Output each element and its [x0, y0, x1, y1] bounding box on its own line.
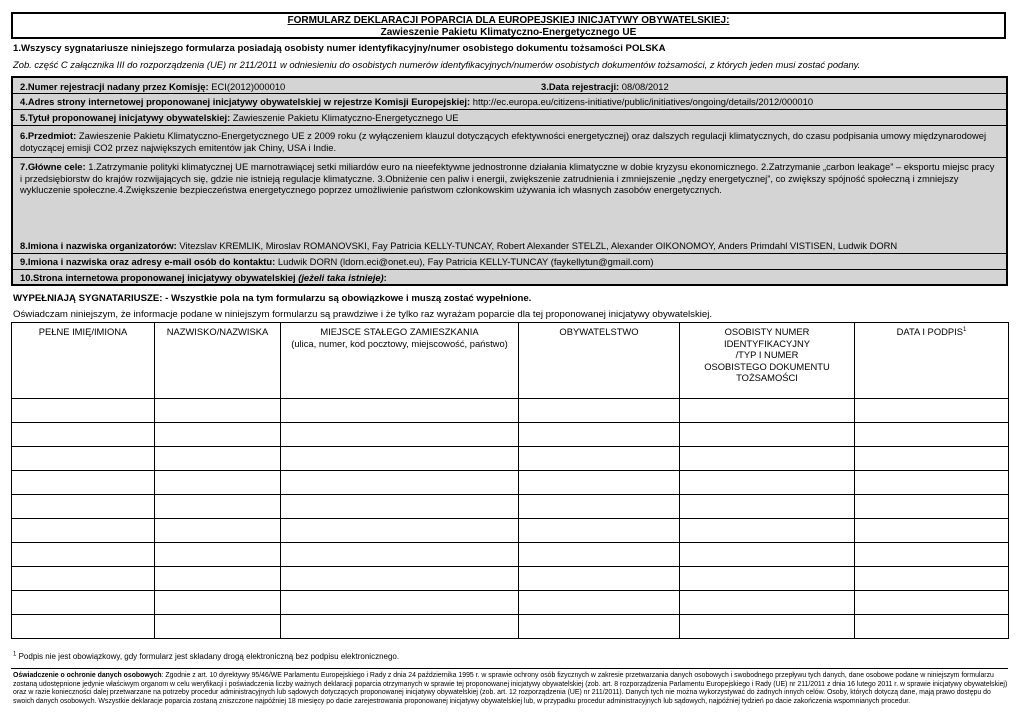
- divider: [13, 253, 1006, 254]
- initiative-title-field: 5.Tytuł proponowanej inicjatywy obywatelskiej: Zawieszenie Pakietu Klimatyczno-Energetycznego UE: [20, 112, 459, 123]
- form-subtitle: Zawieszenie Pakietu Klimatyczno-Energetycznego UE: [380, 27, 637, 38]
- initiative-details-box: [11, 76, 1008, 286]
- signature-cell-citizenship[interactable]: [519, 591, 680, 615]
- signature-cell-first-name[interactable]: [12, 423, 155, 447]
- signature-cell-date-signature[interactable]: [855, 567, 1009, 591]
- signature-cell-date-signature[interactable]: [855, 471, 1009, 495]
- table-row: [12, 567, 1009, 591]
- signatory-declaration: Oświadczam niniejszym, że informacje podane w niniejszym formularzu są prawdziwe i że tylko raz wyrażam poparcie dla tej proponowanej inicjatywy obywatelskiej.: [13, 309, 713, 320]
- signature-cell-id-number[interactable]: [680, 471, 855, 495]
- signature-cell-id-number[interactable]: [680, 567, 855, 591]
- signature-cell-address[interactable]: [281, 543, 519, 567]
- signature-cell-first-name[interactable]: [12, 495, 155, 519]
- id-note: Zob. część C załącznika III do rozporządzenia (UE) nr 211/2011 w odniesieniu do osobistych numerów identyfikacyjnych/numerów osobistych dokumentów tożsamości, z których jeden musi zostać podany.: [13, 59, 861, 70]
- signature-cell-id-number[interactable]: [680, 591, 855, 615]
- signature-cell-citizenship[interactable]: [519, 447, 680, 471]
- signature-cell-citizenship[interactable]: [519, 423, 680, 447]
- signature-cell-surname[interactable]: [155, 471, 281, 495]
- table-row: [12, 447, 1009, 471]
- table-header-row: [12, 323, 1009, 399]
- signature-cell-citizenship[interactable]: [519, 495, 680, 519]
- website-link[interactable]: http://ec.europa.eu/citizens-initiative/public/initiatives/ongoing/details/2012/000010: [472, 96, 814, 107]
- signature-cell-date-signature[interactable]: [855, 519, 1009, 543]
- signature-cell-first-name[interactable]: [12, 567, 155, 591]
- signature-cell-citizenship[interactable]: [519, 471, 680, 495]
- signature-cell-address[interactable]: [281, 423, 519, 447]
- signature-cell-first-name[interactable]: [12, 519, 155, 543]
- signature-cell-surname[interactable]: [155, 567, 281, 591]
- signature-cell-id-number[interactable]: [680, 399, 855, 423]
- column-header-citizenship: OBYWATELSTWO: [519, 323, 680, 399]
- signature-cell-address[interactable]: [281, 447, 519, 471]
- initiative-website-field: 10.Strona internetowa proponowanej inicjatywy obywatelskiej (jeżeli taka istnieje):: [20, 272, 387, 283]
- signature-cell-date-signature[interactable]: [855, 399, 1009, 423]
- contacts-field: 9.Imiona i nazwiska oraz adresy e-mail osób do kontaktu: Ludwik DORN (ldorn.eci@onet.eu), Fay Patricia KELLY-TUNCAY (faykellytun@gmail.com): [20, 256, 654, 267]
- signature-cell-citizenship[interactable]: [519, 543, 680, 567]
- signature-cell-surname[interactable]: [155, 399, 281, 423]
- signature-cell-surname[interactable]: [155, 591, 281, 615]
- signature-cell-address[interactable]: [281, 519, 519, 543]
- signature-cell-address[interactable]: [281, 495, 519, 519]
- nationality-statement: 1.Wszyscy sygnatariusze niniejszego formularza posiadają osobisty numer identyfikacyjny/numer osobistego dokumentu tożsamości POLSKA: [13, 43, 666, 54]
- table-row: [12, 471, 1009, 495]
- signatures-table: [11, 322, 1009, 639]
- signature-cell-id-number[interactable]: [680, 519, 855, 543]
- signature-cell-first-name[interactable]: [12, 591, 155, 615]
- signature-cell-id-number[interactable]: [680, 543, 855, 567]
- form-title: FORMULARZ DEKLARACJI POPARCIA DLA EUROPEJSKIEJ INICJATYWY OBYWATELSKIEJ:: [287, 15, 730, 26]
- signature-cell-surname[interactable]: [155, 519, 281, 543]
- signature-cell-surname[interactable]: [155, 615, 281, 639]
- signature-cell-surname[interactable]: [155, 447, 281, 471]
- column-header-id-number: OSOBISTY NUMER IDENTYFIKACYJNY /TYP I NUMER OSOBISTEGO DOKUMENTU TOŻSAMOŚCI: [680, 323, 855, 399]
- signature-cell-citizenship[interactable]: [519, 615, 680, 639]
- table-row: [12, 591, 1009, 615]
- table-row: [12, 495, 1009, 519]
- column-header-surname: NAZWISKO/NAZWISKA: [155, 323, 281, 399]
- signatures-table-body: [12, 399, 1009, 639]
- divider: [13, 157, 1006, 158]
- signature-cell-citizenship[interactable]: [519, 519, 680, 543]
- subject-field: 6.Przedmiot: Zawieszenie Pakietu Klimatyczno-Energetycznego UE z 2009 roku (z wyłączeniem klauzul dotyczących efektywności energetycznej) oraz dalszych regulacji klimatycznych, do czasu podpisania umowy międzynarodowej dotyczącej emisji CO2 przez największych emitentów jak Chiny, USA i Indie.: [20, 130, 987, 153]
- column-header-address: MIEJSCE STAŁEGO ZAMIESZKANIA (ulica, numer, kod pocztowy, miejscowość, państwo): [281, 323, 519, 399]
- signature-cell-surname[interactable]: [155, 423, 281, 447]
- signature-cell-id-number[interactable]: [680, 495, 855, 519]
- table-row: [12, 399, 1009, 423]
- divider: [13, 125, 1006, 126]
- registration-number-field: 2.Numer rejestracji nadany przez Komisję: ECI(2012)000010: [20, 81, 286, 92]
- signature-cell-first-name[interactable]: [12, 471, 155, 495]
- divider: [13, 109, 1006, 110]
- registration-date-field: 3.Data rejestracji: 08/08/2012: [541, 81, 669, 92]
- signature-cell-id-number[interactable]: [680, 615, 855, 639]
- organizers-field: 8.Imiona i nazwiska organizatorów: Vitezslav KREMLIK, Miroslav ROMANOVSKI, Fay Patricia KELLY-TUNCAY, Robert Alexander STELZL, Alexander OIKONOMOY, Anders Primdahl VISTISEN, Ludwik DORN: [20, 240, 898, 251]
- signature-cell-id-number[interactable]: [680, 423, 855, 447]
- footnote: $^1$ Podpis nie jest obowiązkowy, gdy formularz jest składany drogą elektroniczną bez podpisu elektronicznego.: [13, 651, 400, 661]
- signature-cell-address[interactable]: [281, 567, 519, 591]
- signature-cell-date-signature[interactable]: [855, 615, 1009, 639]
- column-header-date-signature: DATA I PODPIS$^1$: [855, 323, 1009, 399]
- signature-cell-date-signature[interactable]: [855, 447, 1009, 471]
- signature-cell-address[interactable]: [281, 591, 519, 615]
- signature-cell-address[interactable]: [281, 399, 519, 423]
- form-title-box: [11, 12, 1006, 39]
- table-row: [12, 519, 1009, 543]
- signature-cell-first-name[interactable]: [12, 399, 155, 423]
- signatory-instruction: WYPEŁNIAJĄ SYGNATARIUSZE: - Wszystkie pola na tym formularzu są obowiązkowe i muszą zostać wypełnione.: [13, 293, 532, 304]
- table-row: [12, 423, 1009, 447]
- signature-cell-surname[interactable]: [155, 543, 281, 567]
- signature-cell-citizenship[interactable]: [519, 399, 680, 423]
- table-row: [12, 543, 1009, 567]
- column-header-first-name: PEŁNE IMIĘ/IMIONA: [12, 323, 155, 399]
- divider: [11, 668, 1008, 669]
- website-field: 4.Adres strony internetowej proponowanej inicjatywy obywatelskiej w rejestrze Komisji Europejskiej: http://ec.europa.eu/citizens-initiative/public/initiatives/ongoing/details/2012/000010: [20, 96, 814, 107]
- signature-cell-date-signature[interactable]: [855, 495, 1009, 519]
- signature-cell-first-name[interactable]: [12, 543, 155, 567]
- signature-cell-date-signature[interactable]: [855, 423, 1009, 447]
- signature-cell-date-signature[interactable]: [855, 543, 1009, 567]
- signature-cell-surname[interactable]: [155, 495, 281, 519]
- signature-cell-first-name[interactable]: [12, 447, 155, 471]
- signature-cell-id-number[interactable]: [680, 447, 855, 471]
- signature-cell-address[interactable]: [281, 471, 519, 495]
- signature-cell-date-signature[interactable]: [855, 591, 1009, 615]
- signature-cell-address[interactable]: [281, 615, 519, 639]
- signature-cell-citizenship[interactable]: [519, 567, 680, 591]
- table-row: [12, 615, 1009, 639]
- divider: [13, 93, 1006, 94]
- divider: [13, 269, 1006, 270]
- main-goals-field: 7.Główne cele: 1.Zatrzymanie polityki klimatycznej UE marnotrawiącej setki miliardów euro na nieefektywne jednostronne działania klimatyczne w dobie kryzysu ekonomicznego. 2.Zatrzymanie „carbon leakage” – eksportu miejsc pracy i przedsiębiorstw do krajów rozwijających się, gdzie nie istnieją regulacje klimatyczne. 3.Obniżenie cen paliw i energii, zwiększenie zatrudnienia i zmniejszenie „nędzy energetycznej”, co zwiększy spójność społeczną i zmniejszy wykluczenie społeczne.4.Zwiększenie bezpieczeństwa energetycznego poprzez umożliwienie państwom członkowskim używania ich własnych zasobów energetycznych.: [20, 161, 995, 195]
- privacy-statement: Oświadczenie o ochronie danych osobowych: Zgodnie z art. 10 dyrektywy 95/46/WE Parlamentu Europejskiego i Rady z dnia 24 października 1995 r. w sprawie ochrony osób fizycznych w zakresie przetwarzania danych osobowych i swobodnego przepływu tych danych, dane osobowe podane w niniejszym formularzu zostaną udostępnione jedynie właściwym organom w celu weryfikacji i poświadczenia liczby ważnych deklaracji poparcia otrzymanych w sprawie tej proponowanej inicjatywy obywatelskiej (zob. art. 8 rozporządzenia Parlamentu Europejskiego i Rady (UE) nr 211/2011 z dnia 16 lutego 2011 r. w sprawie inicjatywy obywatelskiej) oraz w razie konieczności dalej przetwarzane na potrzeby procedur administracyjnych lub sądowych dotyczących proponowanej inicjatywy obywatelskiej (zob. art. 12 rozporządzenia (UE) nr 211/2011). Danych tych nie można wykorzystywać do żadnych innych celów. Osoby, których dotyczą dane, mają prawo dostępu do swoich danych osobowych. Wszystkie deklaracje poparcia zostaną zniszczone najpóźniej 18 miesięcy po dacie zarejestrowania proponowanej inicjatywy obywatelskiej lub, w przypadku procedur administracyjnych lub sądowych, najpóźniej tydzień po dacie zakończenia wspomnianych procedur.: [13, 672, 1008, 705]
- signature-cell-first-name[interactable]: [12, 615, 155, 639]
